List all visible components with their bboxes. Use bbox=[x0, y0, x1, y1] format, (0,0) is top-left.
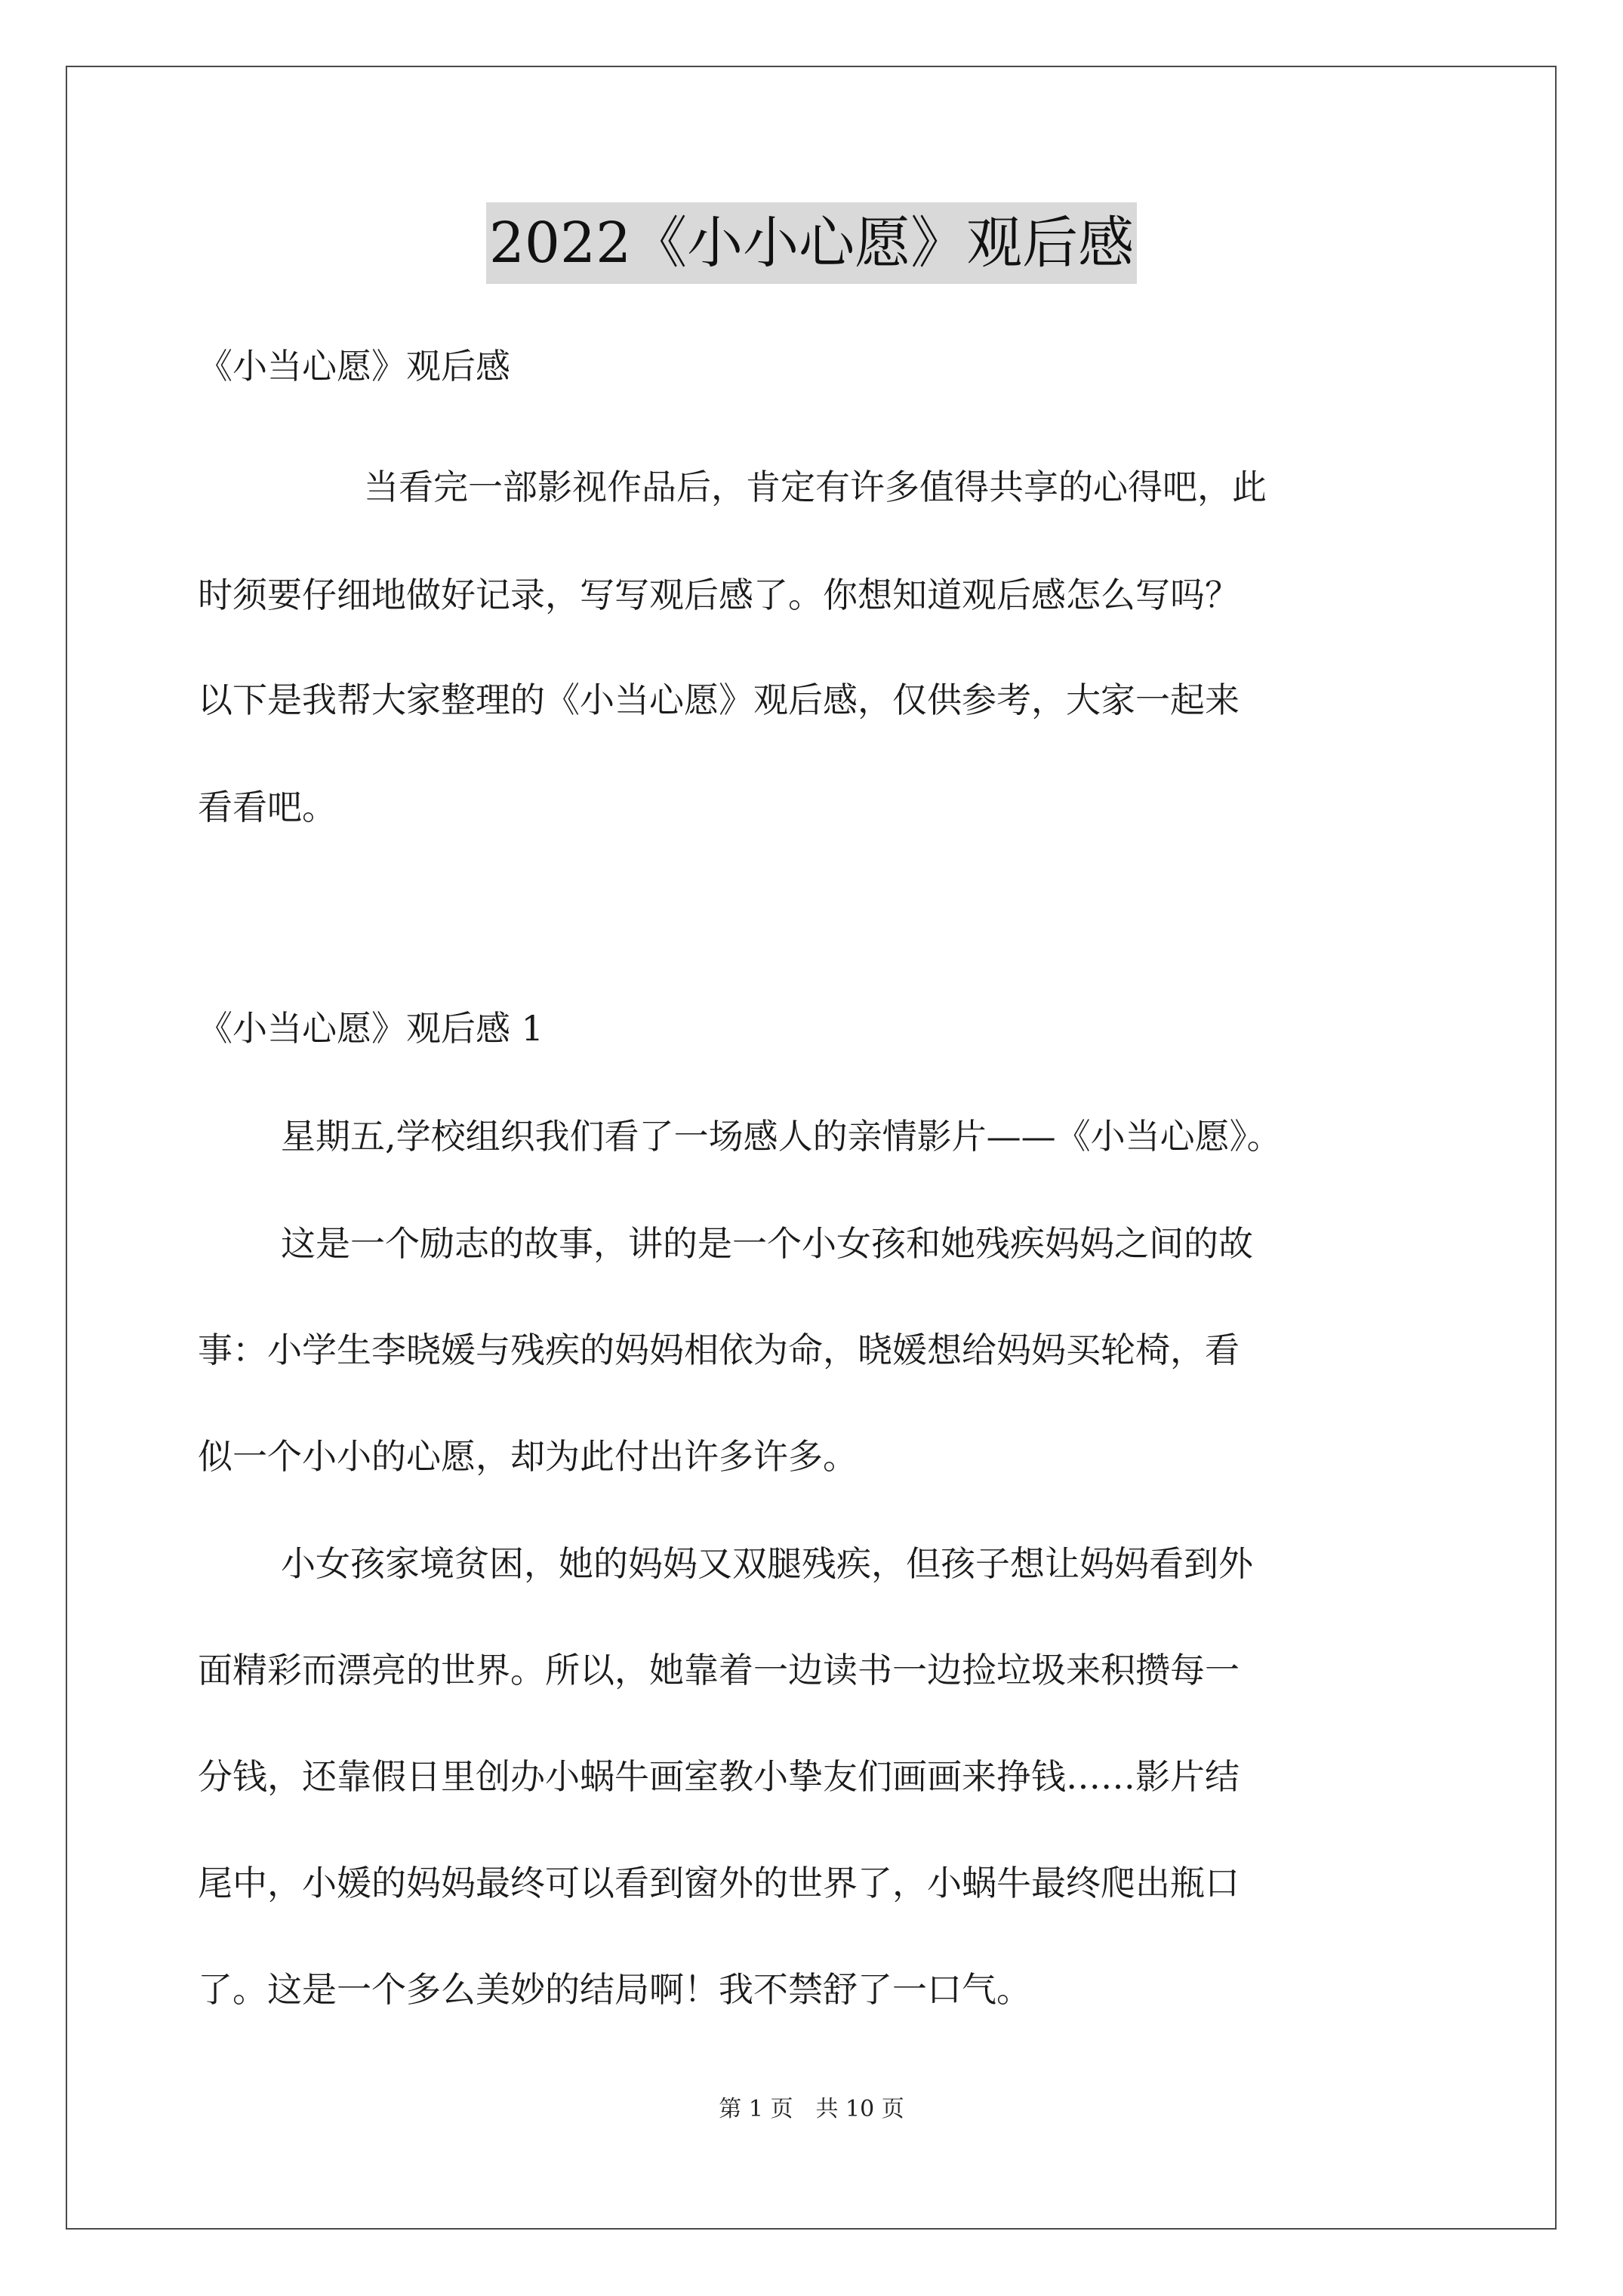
paragraph-line: 事：小学生李晓媛与残疾的妈妈相依为命，晓媛想给妈妈买轮椅，看 bbox=[198, 1330, 1240, 1370]
title-container bbox=[0, 202, 1623, 284]
paragraph-line: 了。这是一个多么美妙的结局啊！我不禁舒了一口气。 bbox=[198, 1969, 1031, 2010]
paragraph-line: 尾中，小媛的妈妈最终可以看到窗外的世界了，小蜗牛最终爬出瓶口 bbox=[198, 1863, 1240, 1903]
paragraph-line: 星期五,学校组织我们看了一场感人的亲情影片——《小当心愿》。 bbox=[281, 1116, 1282, 1157]
paragraph-line: 当看完一部影视作品后，肯定有许多值得共享的心得吧，此 bbox=[364, 467, 1267, 507]
paragraph-line: 分钱，还靠假日里创办小蜗牛画室教小挚友们画画来挣钱……影片结 bbox=[198, 1756, 1240, 1797]
heading-section: 《小当心愿》观后感 1 bbox=[198, 1008, 544, 1049]
paragraph-line: 时须要仔细地做好记录，写写观后感了。你想知道观后感怎么写吗？ bbox=[198, 575, 1240, 615]
heading-main: 《小当心愿》观后感 bbox=[198, 346, 510, 387]
document-title: 2022《小小心愿》观后感 bbox=[486, 202, 1137, 284]
page-footer: 第 1 页 共 10 页 bbox=[719, 2096, 904, 2122]
paragraph-line: 看看吧。 bbox=[198, 787, 337, 827]
paragraph-line: 以下是我帮大家整理的《小当心愿》观后感，仅供参考，大家一起来 bbox=[198, 680, 1240, 720]
paragraph-line: 这是一个励志的故事，讲的是一个小女孩和她残疾妈妈之间的故 bbox=[281, 1223, 1253, 1264]
paragraph-line: 似一个小小的心愿，却为此付出许多许多。 bbox=[198, 1436, 858, 1477]
paragraph-line: 面精彩而漂亮的世界。所以，她靠着一边读书一边捡垃圾来积攒每一 bbox=[198, 1650, 1240, 1690]
paragraph-line: 小女孩家境贫困，她的妈妈又双腿残疾，但孩子想让妈妈看到外 bbox=[281, 1543, 1253, 1584]
